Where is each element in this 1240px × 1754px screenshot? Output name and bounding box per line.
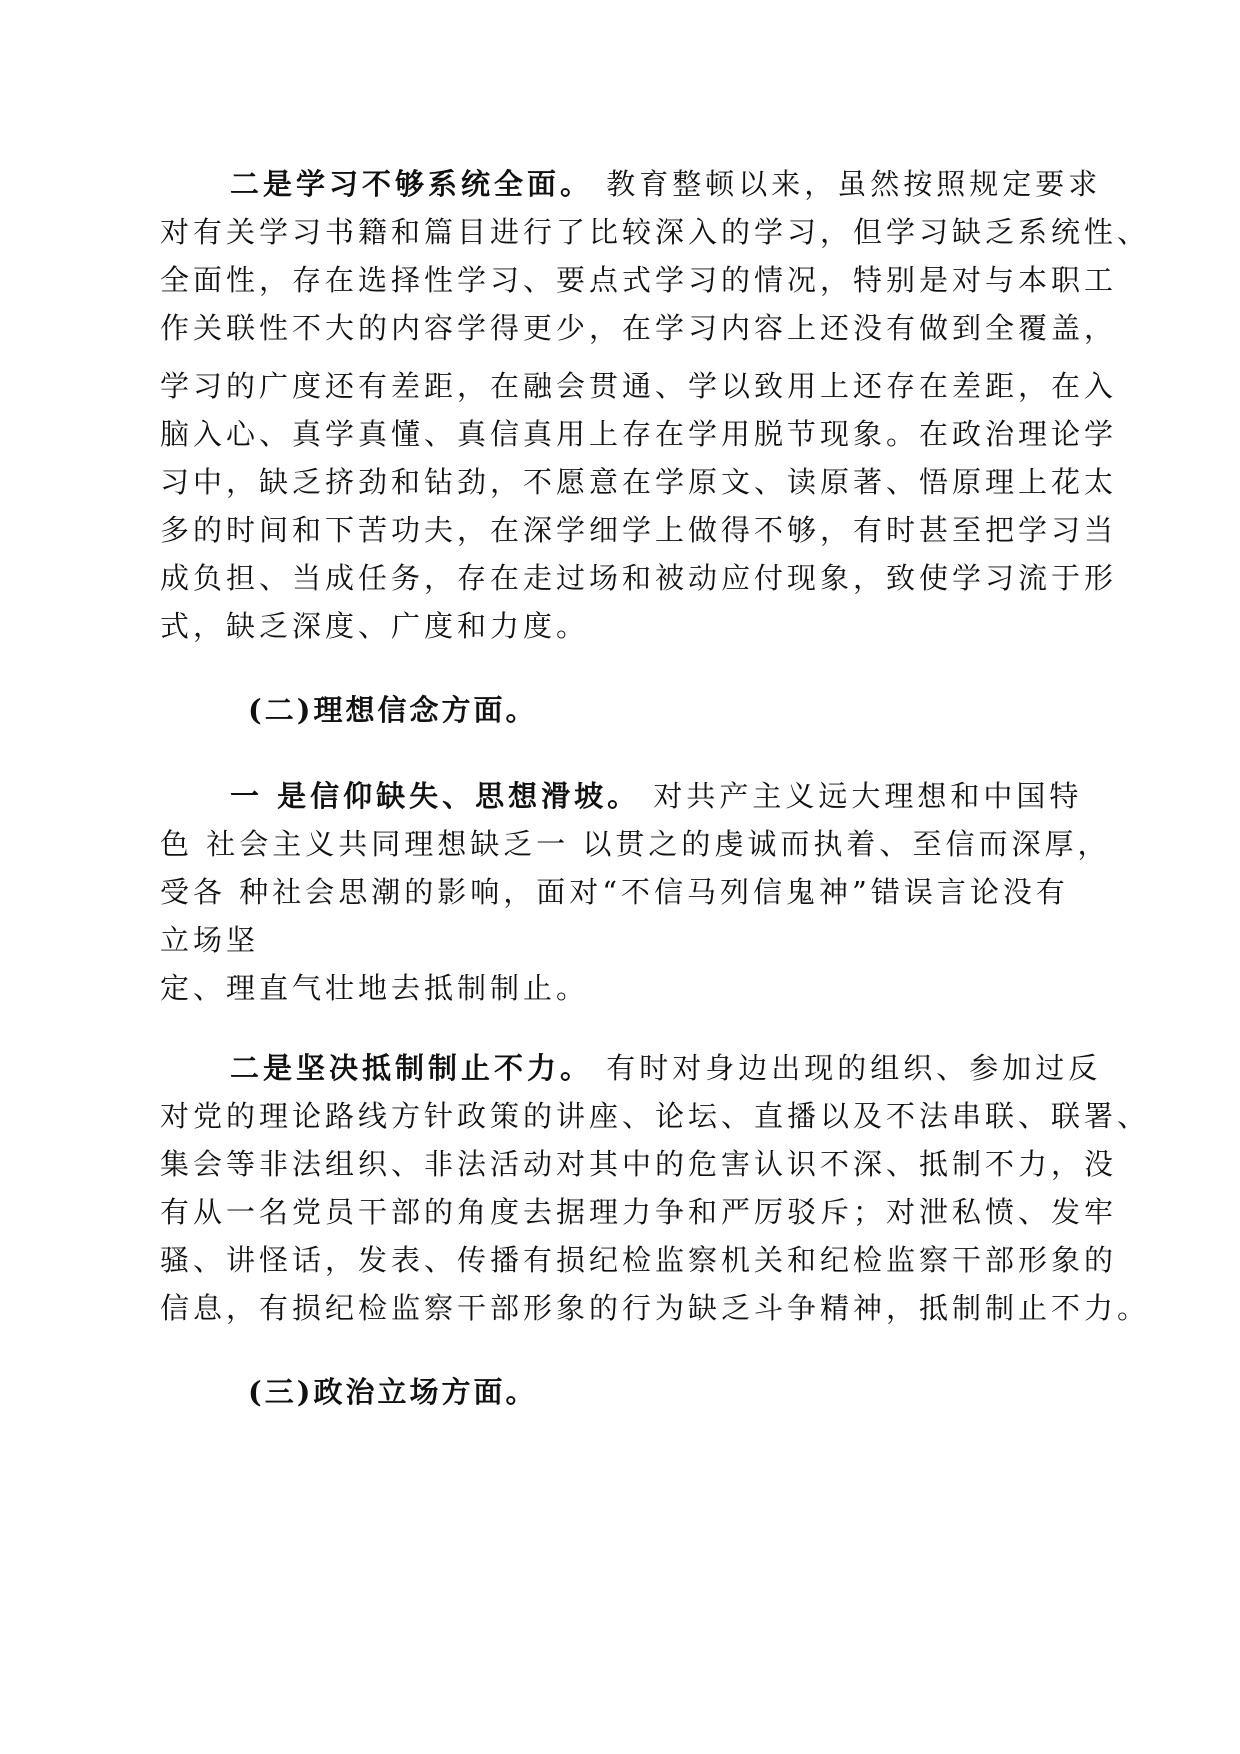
- paragraph-line: 受各 种社会思潮的影响，面对“不信马列信鬼神”错误言论没有: [160, 875, 1069, 909]
- paragraph-line: 集会等非法组织、非法活动对其中的危害认识不深、抵制不力，没: [160, 1147, 1118, 1181]
- paragraph-line: 习中，缺乏挤劲和钻劲，不愿意在学原文、读原著、悟原理上花太: [160, 465, 1118, 499]
- paragraph-line: [230, 1051, 1102, 1085]
- paragraph-line: 定、理直气壮地去抵制制止。: [160, 971, 590, 1005]
- paragraph-line: 色 社会主义共同理想缺乏一 以贯之的虔诚而执着、至信而深厚，: [160, 827, 1111, 861]
- paragraph-lead: 二是坚决抵制制止不力。: [230, 1051, 594, 1085]
- paragraph-text: 教育整顿以来，虽然按照规定要求: [593, 167, 1102, 201]
- paragraph-line: 立场坚: [160, 923, 260, 957]
- paragraph-line: 多的时间和下苦功夫，在深学细学上做得不够，有时甚至把学习当: [160, 513, 1118, 547]
- paragraph-line: 信息，有损纪检监察干部形象的行为缺乏斗争精神，抵制制止不力。: [160, 1291, 1151, 1325]
- section-heading: (三)政治立场方面。: [248, 1375, 538, 1409]
- paragraph-line: 全面性，存在选择性学习、要点式学习的情况，特别是对与本职工: [160, 263, 1118, 297]
- paragraph-lead: 二是学习不够系统全面。: [230, 167, 594, 201]
- paragraph-lead: 一 是信仰缺失、思想滑坡。: [230, 779, 641, 813]
- section-heading: (二)理想信念方面。: [248, 693, 538, 727]
- paragraph-line: 骚、讲怪话，发表、传播有损纪检监察机关和纪检监察干部形象的: [160, 1243, 1118, 1277]
- paragraph-line: 对党的理论路线方针政策的讲座、论坛、直播以及不法串联、联署、: [160, 1099, 1151, 1133]
- paragraph-line: 有从一名党员干部的角度去据理力争和严厉驳斥；对泄私愤、发牢: [160, 1195, 1118, 1229]
- paragraph-line: 作关联性不大的内容学得更少，在学习内容上还没有做到全覆盖，: [160, 311, 1118, 345]
- paragraph-line: 成负担、当成任务，存在走过场和被动应付现象，致使学习流于形: [160, 561, 1118, 595]
- paragraph-text: 对共产主义远大理想和中国特: [640, 779, 1083, 813]
- paragraph-line: 对有关学习书籍和篇目进行了比较深入的学习，但学习缺乏系统性、: [160, 215, 1151, 249]
- paragraph-line: 学习的广度还有差距，在融会贯通、学以致用上还存在差距，在入: [160, 369, 1118, 403]
- paragraph-line: [230, 779, 1083, 813]
- paragraph-line: 脑入心、真学真懂、真信真用上存在学用脱节现象。在政治理论学: [160, 417, 1118, 451]
- paragraph-text: 有时对身边出现的组织、参加过反: [593, 1051, 1102, 1085]
- paragraph-line: [230, 167, 1102, 201]
- paragraph-line: 式，缺乏深度、广度和力度。: [160, 609, 590, 643]
